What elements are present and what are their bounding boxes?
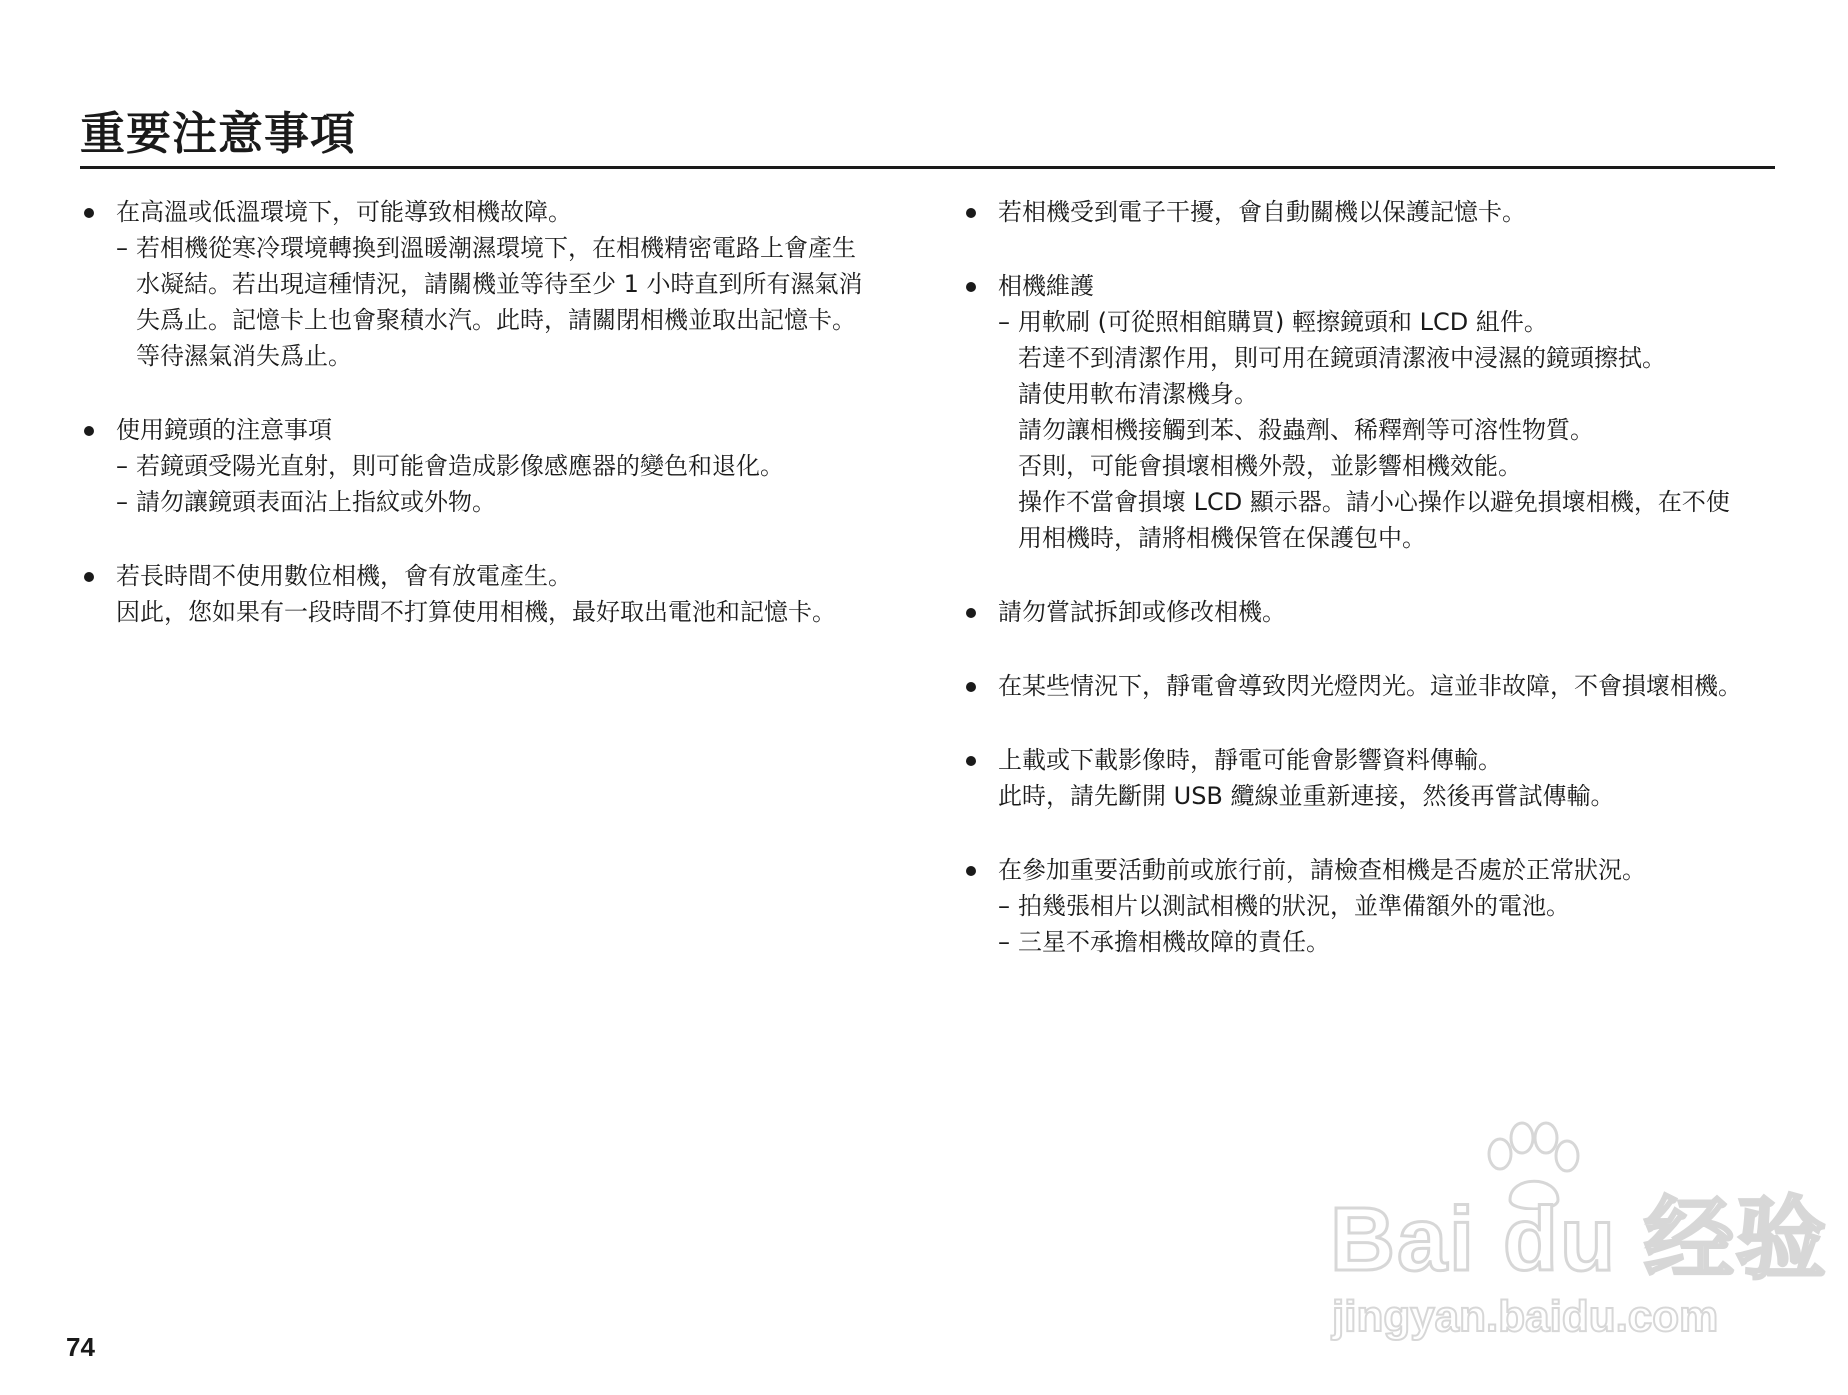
- line-text: 在某些情況下，靜電會導致閃光燈閃光。這並非故障，不會損壞相機。: [998, 672, 1742, 700]
- line-text: 相機維護: [998, 272, 1094, 300]
- line-text: 三星不承擔相機故障的責任。: [1018, 928, 1330, 956]
- right-column: [962, 194, 1792, 998]
- line-text: 否則，可能會損壞相機外殼，並影響相機效能。: [1018, 452, 1522, 480]
- item-line: [998, 668, 1792, 704]
- page-number: 74: [66, 1332, 95, 1362]
- left-column: [80, 194, 920, 668]
- title-divider: [80, 166, 1775, 169]
- dash-marker: –: [116, 234, 128, 262]
- item-line: [998, 268, 1792, 304]
- continuation-line: [998, 520, 1792, 556]
- item-line: [116, 194, 920, 230]
- item-line: [116, 594, 920, 630]
- dash-marker: –: [998, 308, 1010, 336]
- continuation-line: [998, 412, 1792, 448]
- sub-item-line: [998, 924, 1792, 960]
- line-text: 若長時間不使用數位相機，會有放電產生。: [116, 562, 572, 590]
- line-text: 請勿讓相機接觸到苯、殺蟲劑、稀釋劑等可溶性物質。: [1018, 416, 1594, 444]
- bullet-section: [962, 268, 1792, 556]
- item-line: [998, 778, 1792, 814]
- continuation-line: [998, 376, 1792, 412]
- line-text: 失爲止。記憶卡上也會聚積水汽。此時，請關閉相機並取出記憶卡。: [136, 306, 856, 334]
- line-text: 等待濕氣消失爲止。: [136, 342, 352, 370]
- bullet-dot-icon: [966, 282, 976, 292]
- item-line: [998, 742, 1792, 778]
- line-text: 若相機從寒冷環境轉換到溫暖潮濕環境下，在相機精密電路上會產生: [136, 234, 856, 262]
- line-text: 上載或下載影像時，靜電可能會影響資料傳輸。: [998, 746, 1502, 774]
- line-text: 在高溫或低溫環境下，可能導致相機故障。: [116, 198, 572, 226]
- line-text: 若達不到清潔作用，則可用在鏡頭清潔液中浸濕的鏡頭擦拭。: [1018, 344, 1666, 372]
- continuation-line: [116, 266, 920, 302]
- bullet-section: [962, 742, 1792, 814]
- continuation-line: [116, 302, 920, 338]
- sub-item-line: [116, 230, 920, 266]
- continuation-line: [998, 448, 1792, 484]
- dash-marker: –: [998, 928, 1010, 956]
- item-line: [998, 852, 1792, 888]
- sub-item-line: [116, 484, 920, 520]
- item-line: [998, 194, 1792, 230]
- line-text: 操作不當會損壞 LCD 顯示器。請小心操作以避免損壞相機，在不使: [1018, 488, 1730, 516]
- bullet-dot-icon: [966, 608, 976, 618]
- bullet-section: [962, 594, 1792, 630]
- line-text: 水凝結。若出現這種情況，請關機並等待至少 1 小時直到所有濕氣消: [136, 270, 863, 298]
- line-text: 此時，請先斷開 USB 纜線並重新連接，然後再嘗試傳輸。: [998, 782, 1615, 810]
- bullet-section: [80, 558, 920, 630]
- sub-item-line: [116, 448, 920, 484]
- line-text: 請勿讓鏡頭表面沾上指紋或外物。: [136, 488, 496, 516]
- watermark: [1320, 1120, 1829, 1341]
- sub-item-line: [998, 888, 1792, 924]
- bullet-dot-icon: [966, 682, 976, 692]
- item-line: [116, 558, 920, 594]
- item-line: [116, 412, 920, 448]
- line-text: 使用鏡頭的注意事項: [116, 416, 332, 444]
- bullet-dot-icon: [84, 208, 94, 218]
- bullet-section: [80, 194, 920, 374]
- bullet-dot-icon: [966, 866, 976, 876]
- sub-item-line: [998, 304, 1792, 340]
- line-text: 因此，您如果有一段時間不打算使用相機，最好取出電池和記憶卡。: [116, 598, 836, 626]
- dash-marker: –: [116, 452, 128, 480]
- page-title: 重要注意事項: [80, 107, 357, 160]
- line-text: 用相機時，請將相機保管在保護包中。: [1018, 524, 1426, 552]
- line-text: 請勿嘗試拆卸或修改相機。: [998, 598, 1286, 626]
- item-line: [998, 594, 1792, 630]
- line-text: 若相機受到電子干擾，會自動關機以保護記憶卡。: [998, 198, 1526, 226]
- bullet-dot-icon: [966, 756, 976, 766]
- bullet-section: [962, 194, 1792, 230]
- line-text: 若鏡頭受陽光直射，則可能會造成影像感應器的變色和退化。: [136, 452, 784, 480]
- bullet-section: [962, 668, 1792, 704]
- continuation-line: [998, 340, 1792, 376]
- watermark-brand: Bai du 经验: [1330, 1190, 1829, 1290]
- dash-marker: –: [998, 892, 1010, 920]
- continuation-line: [998, 484, 1792, 520]
- bullet-dot-icon: [84, 426, 94, 436]
- line-text: 在參加重要活動前或旅行前，請檢查相機是否處於正常狀況。: [998, 856, 1646, 884]
- continuation-line: [116, 338, 920, 374]
- line-text: 請使用軟布清潔機身。: [1018, 380, 1258, 408]
- dash-marker: –: [116, 488, 128, 516]
- watermark-url: jingyan.baidu.com: [1332, 1292, 1719, 1341]
- bullet-section: [962, 852, 1792, 960]
- bullet-dot-icon: [84, 572, 94, 582]
- line-text: 用軟刷 (可從照相館購買) 輕擦鏡頭和 LCD 組件。: [1018, 308, 1548, 336]
- bullet-section: [80, 412, 920, 520]
- line-text: 拍幾張相片以測試相機的狀況，並準備額外的電池。: [1018, 892, 1570, 920]
- bullet-dot-icon: [966, 208, 976, 218]
